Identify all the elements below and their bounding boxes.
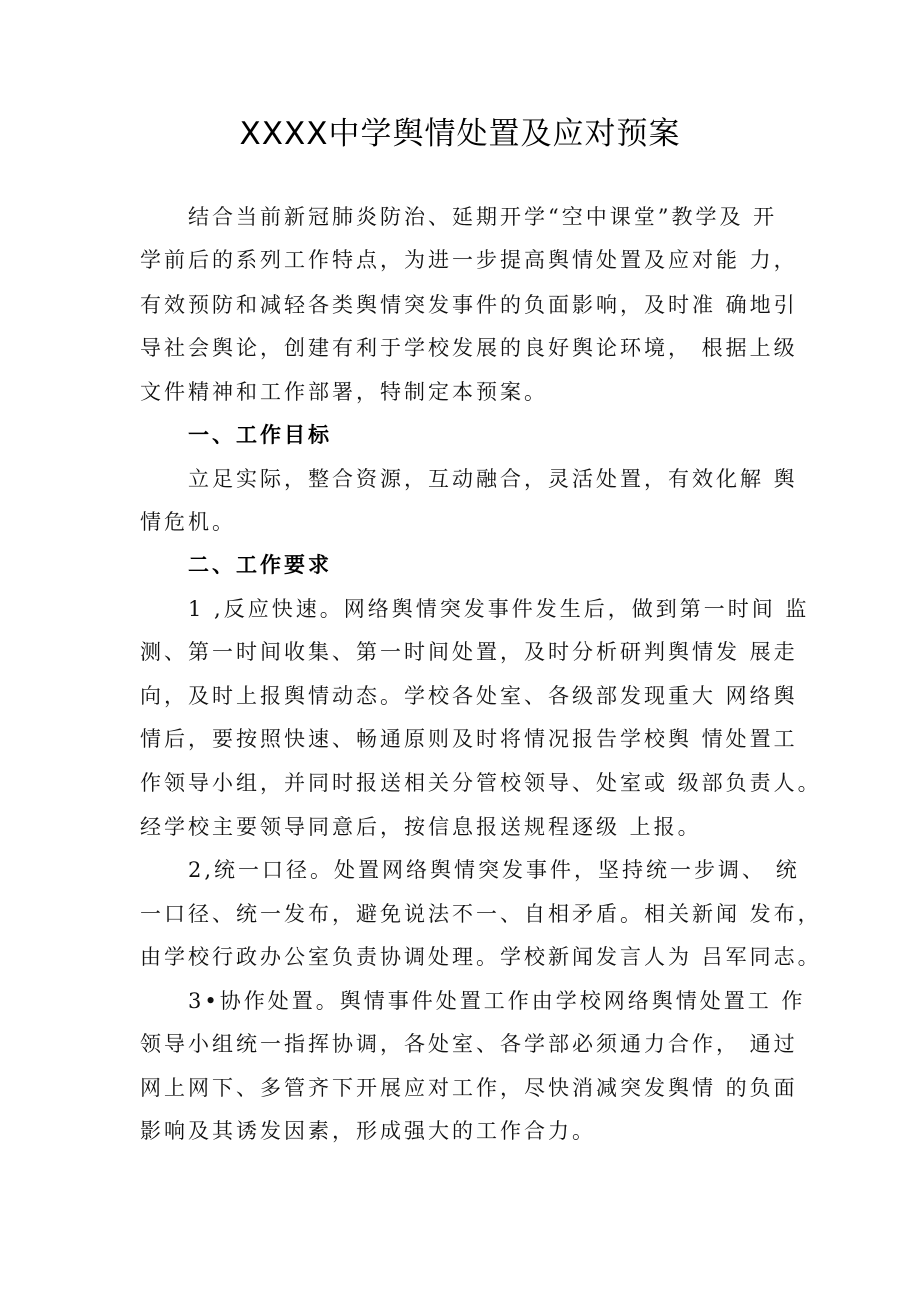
item1-line-5: 作领导小组，并同时报送相关分管校领导、处室或 级部负责人。 (140, 771, 822, 795)
intro-line-3: 有效预防和减轻各类舆情突发事件的负面影响，及时准 确地引 (140, 293, 798, 317)
intro-line-2: 学前后的系列工作特点，为进一步提高舆情处置及应对能 力， (140, 248, 798, 272)
item2-line-1: 2,统一口径。处置网络舆情突发事件，坚持统一步调、 统 (188, 858, 800, 882)
item1-line-4: 情后，要按照快速、畅通原则及时将情况报告学校舆 情处置工 (140, 727, 798, 751)
item1-line-6: 经学校主要领导同意后，按信息报送规程逐级 上报。 (140, 815, 702, 839)
item3-line-2: 领导小组统一指挥协调，各处室、各学部必须通力合作， 通过 (140, 1032, 798, 1056)
intro-line-1: 结合当前新冠肺炎防治、延期开学“空中课堂”教学及 开 (188, 205, 778, 229)
item3-line-4: 影响及其诱发因素，形成强大的工作合力。 (140, 1119, 596, 1143)
item3-line-3: 网上网下、多管齐下开展应对工作，尽快消减突发舆情 的负面 (140, 1076, 798, 1100)
item2-line-2: 一口径、统一发布，避免说法不一、自相矛盾。相关新闻 发布， (140, 902, 822, 926)
goals-line-1: 立足实际，整合资源，互动融合，灵活处置，有效化解 舆 (188, 467, 798, 491)
goals-line-2: 情危机。 (140, 510, 236, 534)
section-heading-requirements: 二、工作要求 (188, 553, 332, 577)
item1-line-3: 向，及时上报舆情动态。学校各处室、各级部发现重大 网络舆 (140, 684, 798, 708)
document-title: XXXX中学舆情处置及应对预案 (239, 116, 681, 152)
intro-line-4: 导社会舆论，创建有利于学校发展的良好舆论环境， 根据上级 (140, 336, 798, 360)
section-heading-goals: 一、工作目标 (188, 423, 332, 447)
item1-line-2: 测、第一时间收集、第一时间处置，及时分析研判舆情发 展走 (140, 640, 798, 664)
item1-line-1: 1 ,反应快速。网络舆情突发事件发生后，做到第一时间 监 (188, 597, 810, 621)
intro-line-5: 文件精神和工作部署，特制定本预案。 (140, 380, 548, 404)
item2-line-3: 由学校行政办公室负责协调处理。学校新闻发言人为 吕军同志。 (140, 945, 822, 969)
item3-line-1: 3•协作处置。舆情事件处置工作由学校网络舆情处置工 作 (188, 989, 806, 1013)
